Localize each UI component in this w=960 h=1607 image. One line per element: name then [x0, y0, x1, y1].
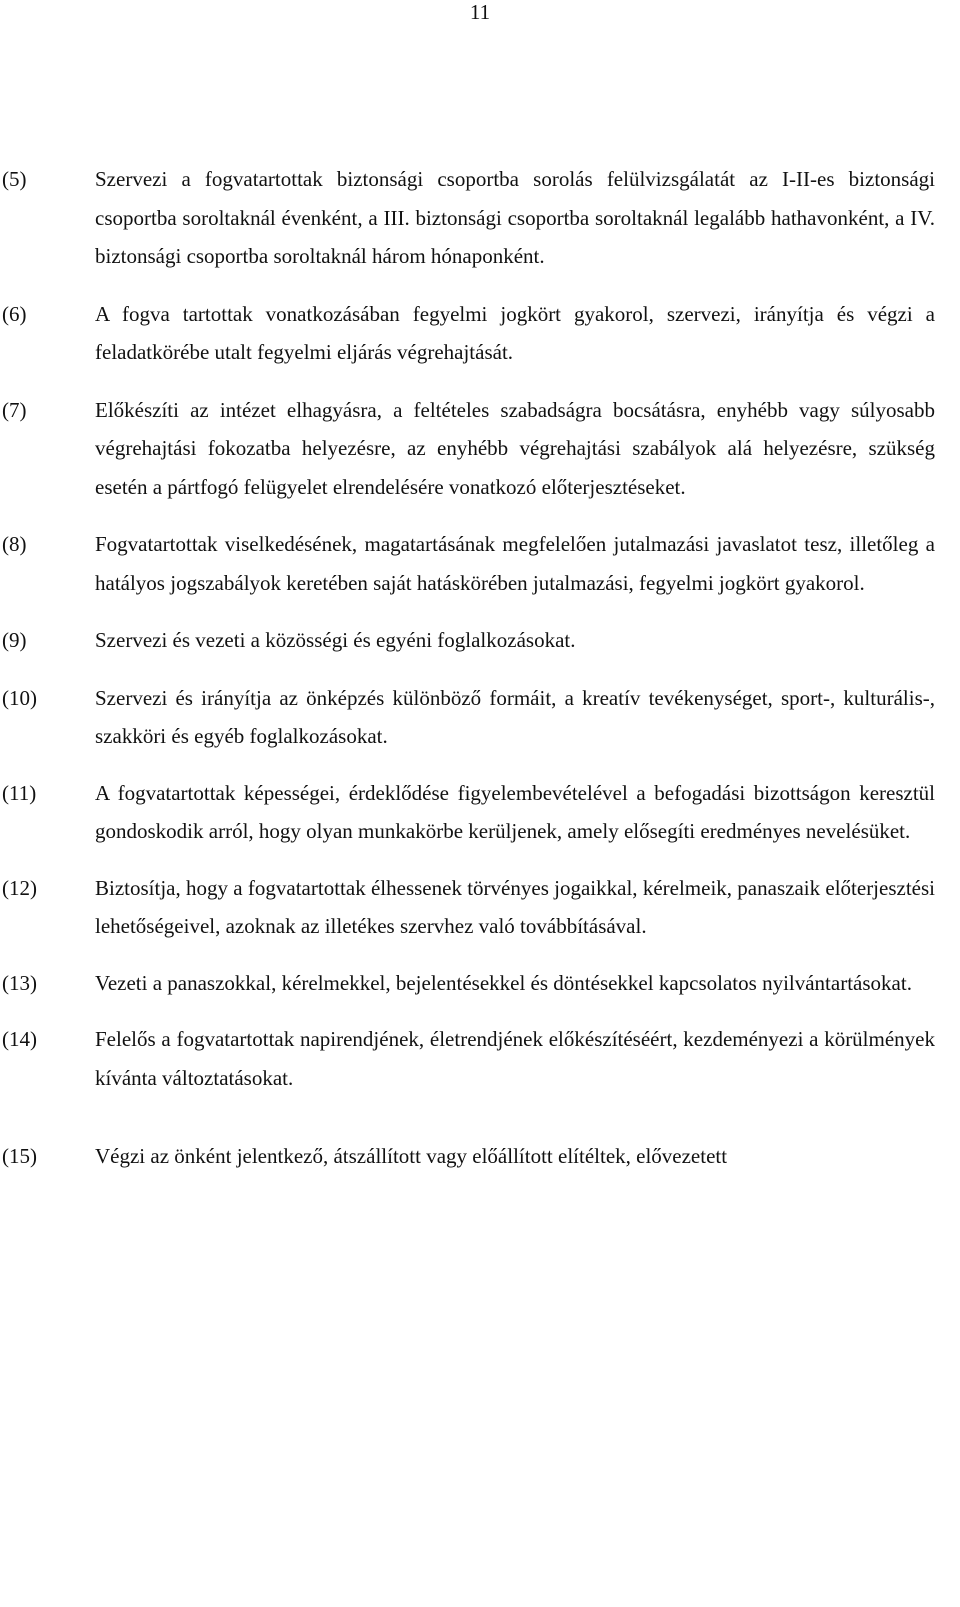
item-number: (9) [2, 628, 27, 652]
item-text: Szervezi és irányítja az önképzés különböző formáit, a kreatív tevékenységet, sport-, kulturális-, szakköri és egyéb foglalkozásokat. [95, 685, 935, 748]
item-number: (15) [2, 1144, 37, 1168]
item-text: A fogvatartottak képességei, érdeklődése figyelembevételével a befogadási bizottságon keresztül gondoskodik arról, hogy olyan munkakörbe kerüljenek, amely elősegíti eredményes nevelésüket. [95, 780, 935, 843]
item-number: (13) [2, 970, 37, 995]
item-text: Fogvatartottak viselkedésének, magatartásának megfelelően jutalmazási javaslatot tesz, illetőleg a hatályos jogszabályok keretében saját hatáskörében jutalmazási, fegyelmi jogkört gyakorol. [95, 532, 935, 595]
list-item [0, 1020, 960, 1097]
page-number: 11 [469, 0, 491, 24]
item-text: Biztosítja, hogy a fogvatartottak élhessenek törvényes jogaikkal, kérelmeik, panaszaik előterjesztési lehetőségeivel, azoknak az illetékes szervhez való továbbításával. [95, 875, 935, 938]
item-text: Vezeti a panaszokkal, kérelmekkel, bejelentésekkel és döntésekkel kapcsolatos nyilvántartásokat. [95, 970, 912, 995]
numbered-list [0, 160, 960, 1176]
list-item [0, 1137, 960, 1176]
list-item [0, 964, 960, 1003]
item-text: Felelős a fogvatartottak napirendjének, életrendjének előkészítéséért, kezdeményezi a körülmények kívánta változtatásokat. [95, 1027, 935, 1090]
item-text: Szervezi és vezeti a közösségi és egyéni foglalkozásokat. [95, 628, 576, 652]
item-text: A fogva tartottak vonatkozásában fegyelmi jogkört gyakorol, szervezi, irányítja és végzi a feladatkörébe utalt fegyelmi eljárás végrehajtását. [95, 301, 935, 364]
item-number: (10) [2, 685, 37, 710]
list-item [0, 869, 960, 946]
item-text: Előkészíti az intézet elhagyásra, a feltételes szabadságra bocsátásra, enyhébb vagy súlyosabb végrehajtási fokozatba helyezésre, az enyhébb végrehajtási szabályok alá helyezésre, szükség esetén a pártfogó felügyelet elrendelésére vonatkozó előterjesztéseket. [95, 397, 935, 499]
list-item [0, 621, 960, 660]
list-item [0, 679, 960, 756]
item-number: (8) [2, 532, 27, 556]
item-text: Végzi az önként jelentkező, átszállított vagy előállított elítéltek, elővezetett [95, 1144, 728, 1168]
list-item [0, 525, 960, 602]
item-number: (6) [2, 301, 27, 326]
item-number: (14) [2, 1027, 37, 1051]
list-item [0, 391, 960, 507]
list-item [0, 295, 960, 372]
item-number: (7) [2, 397, 27, 422]
item-number: (5) [2, 167, 27, 191]
list-item [0, 160, 960, 276]
item-text: Szervezi a fogvatartottak biztonsági csoportba sorolás felülvizsgálatát az I-II-es biztonsági csoportba soroltaknál évenként, a III. biztonsági csoportba soroltaknál legalább hathavonként, a IV. biztonsági csoportba soroltaknál három hónaponként. [95, 167, 935, 268]
item-number: (11) [2, 780, 37, 805]
list-item [0, 774, 960, 851]
item-number: (12) [2, 875, 37, 900]
